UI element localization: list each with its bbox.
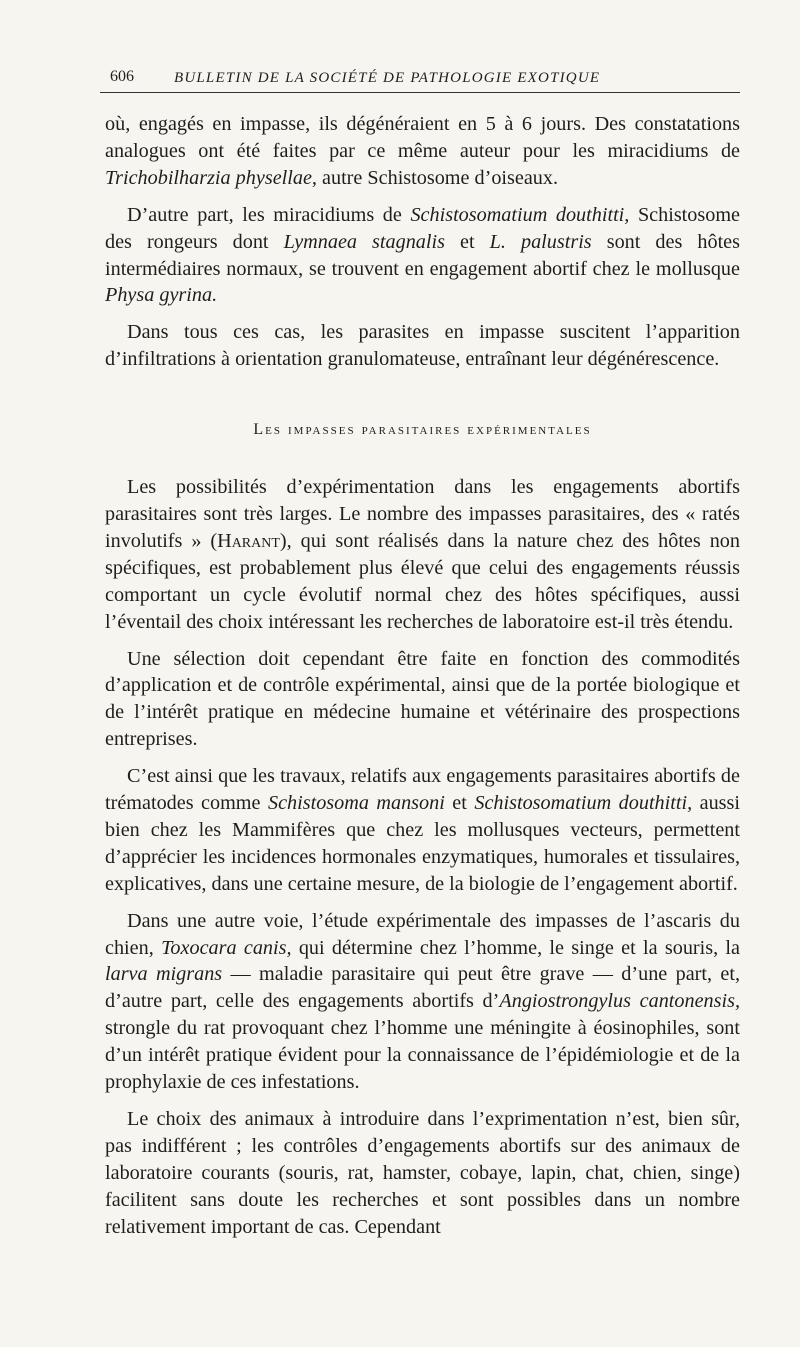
page-number: 606: [110, 68, 134, 85]
paragraph: Une sélection doit cependant être faite en fonction des commodités d’application et de contrôle expérimental, ainsi que de la portée biologique et de l’intérêt pratique en médecine humaine et vétérinaire des prospections entreprises.: [105, 647, 740, 751]
disease-name: larva migrans: [105, 963, 223, 986]
text-run: où, engagés en impasse, ils dégénéraient en 5 à 6 jours. Des constatations analogues ont été faites par ce même auteur pour les miracidiums de: [105, 113, 740, 162]
text-run: autre Schistosome d’oiseaux.: [316, 166, 559, 189]
text-run: — maladie parasitaire qui peut être grave — d’une part, et, d’autre part, celle des engagements abortifs d’: [105, 963, 741, 1013]
text-run: D’autre part, les miracidiums de: [127, 203, 411, 226]
article-body: [100, 111, 740, 1241]
text-run: Dans une autre voie, l’étude expérimentale des impasses de l’ascaris du chien,: [105, 909, 740, 959]
paragraph: Dans tous ces cas, les parasites en impasse suscitent l’apparition d’infiltrations à orientation granulomateuse, entraînant leur dégénérescence.: [105, 321, 740, 371]
paragraph: Le choix des animaux à introduire dans l’exprimentation n’est, bien sûr, pas indifférent ; les contrôles d’engagements abortifs sur des animaux de laboratoire courants (souris, rat, hamster, cobaye, lapin, chat, chien, singe) facilitent sans doute les recherches et sont possibles dans un nombre relativement important de cas. Cependant: [105, 1108, 740, 1238]
paragraph: [105, 202, 740, 310]
author-name: Harant: [217, 529, 280, 552]
paragraph: [105, 908, 740, 1096]
running-header: [100, 62, 740, 93]
species-name: Toxocara canis,: [161, 936, 292, 959]
text-run: qui détermine chez l’homme, le singe et la souris, la: [291, 936, 741, 959]
text-run: ), qui sont réalisés dans la nature chez des hôtes non spécifiques, est probablement plus élevé que celui des engagements réussis comportant un cycle évolutif normal chez des hôtes spécifiques, aussi l’éventail des choix intéressant les recherches de laboratoire est-il très étendu.: [105, 529, 740, 633]
species-name: Schistosomatium douthitti,: [474, 792, 693, 815]
species-name: Lymnaea stagnalis: [283, 230, 445, 253]
page: [100, 62, 740, 1251]
text-run: sont des hôtes intermédiaires normaux, se trouvent en engagement abortif chez le mollusque: [105, 230, 741, 280]
text-run: C’est ainsi que les travaux, relatifs aux engagements parasitaires abortifs de trématodes comme: [105, 765, 740, 815]
paragraph-continued: [105, 111, 740, 192]
text-run: et: [444, 230, 490, 253]
text-run: aussi bien chez les Mammifères que chez les mollusques vecteurs, permettent d’apprécier les incidences hormonales enzymatiques, humorales et tissulaires, explicatives, dans une certaine mesure, de la biologie de l’engagement abortif.: [105, 792, 740, 895]
species-name: L. palustris: [489, 230, 592, 253]
text-run: Schistosome des rongeurs dont: [105, 203, 740, 253]
species-name: Angiostrongylus cantonensis,: [499, 990, 741, 1013]
paragraph: [105, 474, 740, 635]
paragraph: [105, 763, 740, 898]
text-run: strongle du rat provoquant chez l’homme une méningite à éosinophiles, sont d’un intérêt pratique évident pour la connaissance de l’épidémiologie et de la prophylaxie de ces infestations.: [105, 1017, 740, 1094]
species-name: Trichobilharzia physellae,: [105, 166, 317, 189]
text-run: Les possibilités d’expérimentation dans les engagements abortifs parasitaires sont très larges. Le nombre des impasses parasitaires, des « ratés involutifs » (: [105, 476, 740, 552]
species-name: Schistosoma mansoni: [267, 792, 445, 815]
text-run: et: [444, 792, 475, 815]
species-name: Physa gyrina.: [105, 284, 218, 307]
journal-title: BULLETIN DE LA SOCIÉTÉ DE PATHOLOGIE EXOTIQUE: [174, 70, 601, 86]
species-name: Schistosomatium douthitti,: [410, 203, 630, 226]
section-heading: Les impasses parasitaires expérimentales: [253, 421, 592, 439]
